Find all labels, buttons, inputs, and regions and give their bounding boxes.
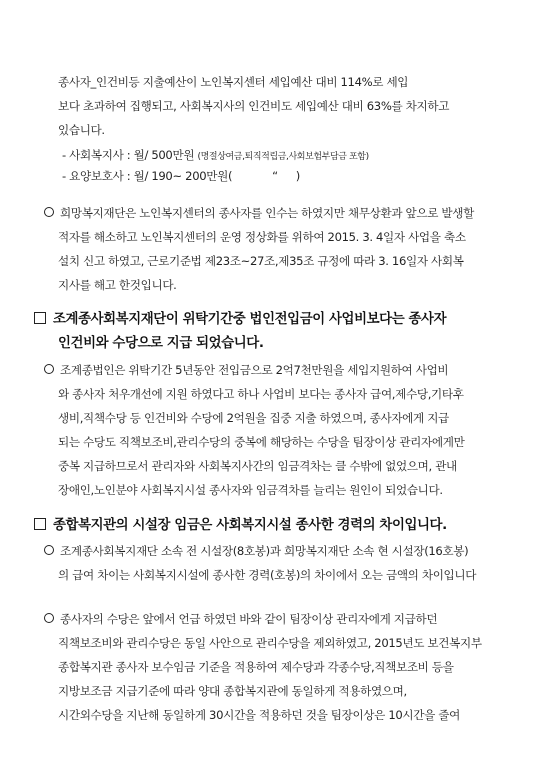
bullet-line: 조계종법인은 위탁기간 5년동안 전입금으로 2억7천만원을 세입지원하여 사업비: [44, 360, 448, 380]
bullet-line: 생비,직책수당 등 인건비와 수당에 2억원을 집중 지출 하였으며, 종사자에게 지급: [58, 411, 449, 425]
bullet-line: 희망복지재단은 노인복지센터의 종사자를 인수는 하였지만 채무상환과 앞으로 발생할: [44, 203, 474, 223]
bullet-line: 직책보조비와 관리수당은 동일 사안으로 관리수당을 제외하였고, 2015년도 보건복지부: [58, 636, 482, 650]
section-heading: 조계종사회복지재단이 위탁기간중 법인전입금이 사업비보다는 종사자: [34, 309, 446, 331]
bullet-line: 조계종사회복지재단 소속 전 시설장(8호봉)과 희망복지재단 소속 현 시설장(16호봉): [44, 541, 468, 561]
paragraph-line: 보다 초과하여 집행되고, 사회복지사의 인건비도 세입예산 대비 63%를 차지하고: [58, 99, 450, 113]
checkbox-square-icon: [34, 312, 46, 324]
bullet-line: 적자를 해소하고 노인복지센터의 운영 정상화를 위하여 2015. 3. 4일자 사업을 축소: [58, 230, 466, 244]
paragraph-line: 종사자_인건비등 지출예산이 노인복지센터 세입예산 대비 114%로 세입: [58, 75, 409, 89]
section-heading: 인건비와 수당으로 지급 되었습니다.: [58, 336, 264, 351]
checkbox-square-icon: [34, 518, 46, 530]
bullet-line: 종사자의 수당은 앞에서 언급 하였던 바와 같이 팀장이상 관리자에게 지급하던: [44, 609, 437, 629]
bullet-line: 의 급여 차이는 사회복지시설에 종사한 경력(호봉)의 차이에서 오는 금액의 차이입니다: [58, 568, 477, 582]
bullet-line: 와 종사자 처우개선에 지원 하였다고 하나 사업비 보다는 종사자 급여,제수당,기타후: [58, 387, 464, 401]
bullet-line: 지방보조금 지급기준에 따라 양대 종합복지관에 동일하게 적용하였으며,: [58, 684, 407, 698]
salary-item-caregiver: - 요양보호사 : 월/ 190~ 200만원( “ ): [62, 169, 300, 183]
bullet-line: 지사를 해고 한것입니다.: [58, 278, 177, 292]
bullet-line: 시간외수당을 지난해 동일하게 30시간을 적용하던 것을 팀장이상은 10시간을 줄여: [58, 708, 460, 722]
bullet-line: 종합복지관 종사자 보수임금 기준을 적용하여 제수당과 각종수당,직책보조비 등을: [58, 660, 454, 674]
bullet-line: 중복 지급하므로서 관리자와 사회복지사간의 임금격차는 클 수밖에 없었으며, 관내: [58, 459, 457, 473]
section-heading: 종합복지관의 시설장 임금은 사회복지시설 종사한 경력의 차이입니다.: [34, 515, 447, 537]
bullet-line: 장애인,노인분야 사회복지시설 종사자와 임금격차를 늘리는 원인이 되었습니다.: [58, 483, 443, 497]
salary-note: (명절상여금,퇴직적립금,사회보험부담금 포함): [197, 152, 369, 162]
circle-bullet-icon: [44, 207, 54, 217]
paragraph-line: 있습니다.: [58, 123, 105, 137]
bullet-line: 되는 수당도 직책보조비,관리수당의 중복에 해당하는 수당을 팀장이상 관리자에게만: [58, 435, 465, 449]
salary-item-social-worker: - 사회복지사 : 월/ 500만원 (명절상여금,퇴직적립금,사회보험부담금 포함): [62, 148, 369, 162]
circle-bullet-icon: [44, 364, 54, 374]
bullet-line: 설치 신고 하였고, 근로기준법 제23조~27조,제35조 규정에 따라 3. 16일자 사회복: [58, 254, 464, 268]
circle-bullet-icon: [44, 613, 54, 623]
circle-bullet-icon: [44, 545, 54, 555]
